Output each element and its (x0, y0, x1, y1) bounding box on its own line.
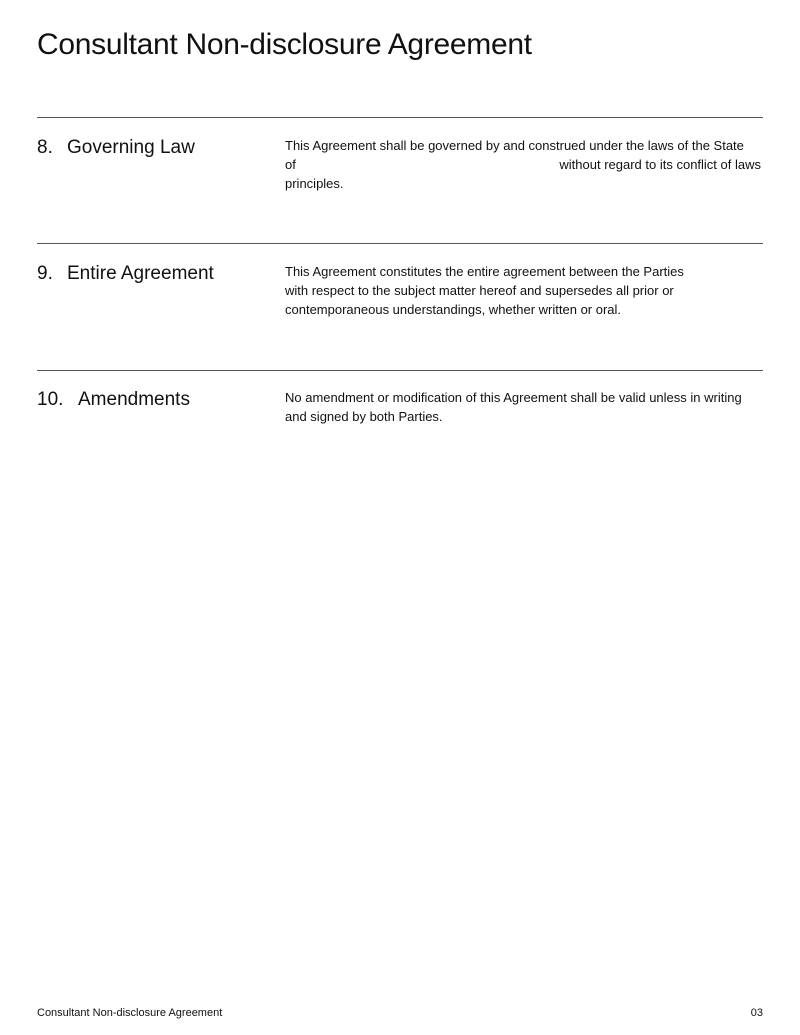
divider (37, 117, 763, 118)
section-heading: Governing Law (67, 137, 195, 158)
section-body (285, 136, 761, 193)
body-line: contemporaneous understandings, whether written or oral. (285, 302, 622, 317)
divider (37, 243, 763, 244)
section-heading: Amendments (78, 389, 190, 410)
section-heading: Entire Agreement (67, 263, 214, 284)
section-body (285, 388, 761, 426)
body-line: principles. (285, 176, 344, 191)
footer-title: Consultant Non-disclosure Agreement (37, 1007, 223, 1019)
body-line: and signed by both Parties. (285, 409, 443, 424)
body-line: No amendment or modification of this Agreement shall be valid unless in writing (285, 390, 742, 405)
body-line: This Agreement shall be governed by and construed under the laws of the State (285, 138, 744, 153)
page-number: 03 (750, 1007, 763, 1019)
section-number: 9. (37, 263, 53, 284)
section-body (285, 262, 761, 319)
body-line (285, 155, 761, 174)
section-number: 10. (37, 389, 64, 410)
divider (37, 370, 763, 371)
body-line: with respect to the subject matter hereof and supersedes all prior or (285, 283, 674, 298)
page-title: Consultant Non-disclosure Agreement (37, 28, 532, 61)
body-text: of (285, 157, 296, 172)
body-line: This Agreement constitutes the entire agreement between the Parties (285, 264, 684, 279)
section-number: 8. (37, 137, 53, 158)
body-text: without regard to its conflict of laws (559, 157, 761, 172)
